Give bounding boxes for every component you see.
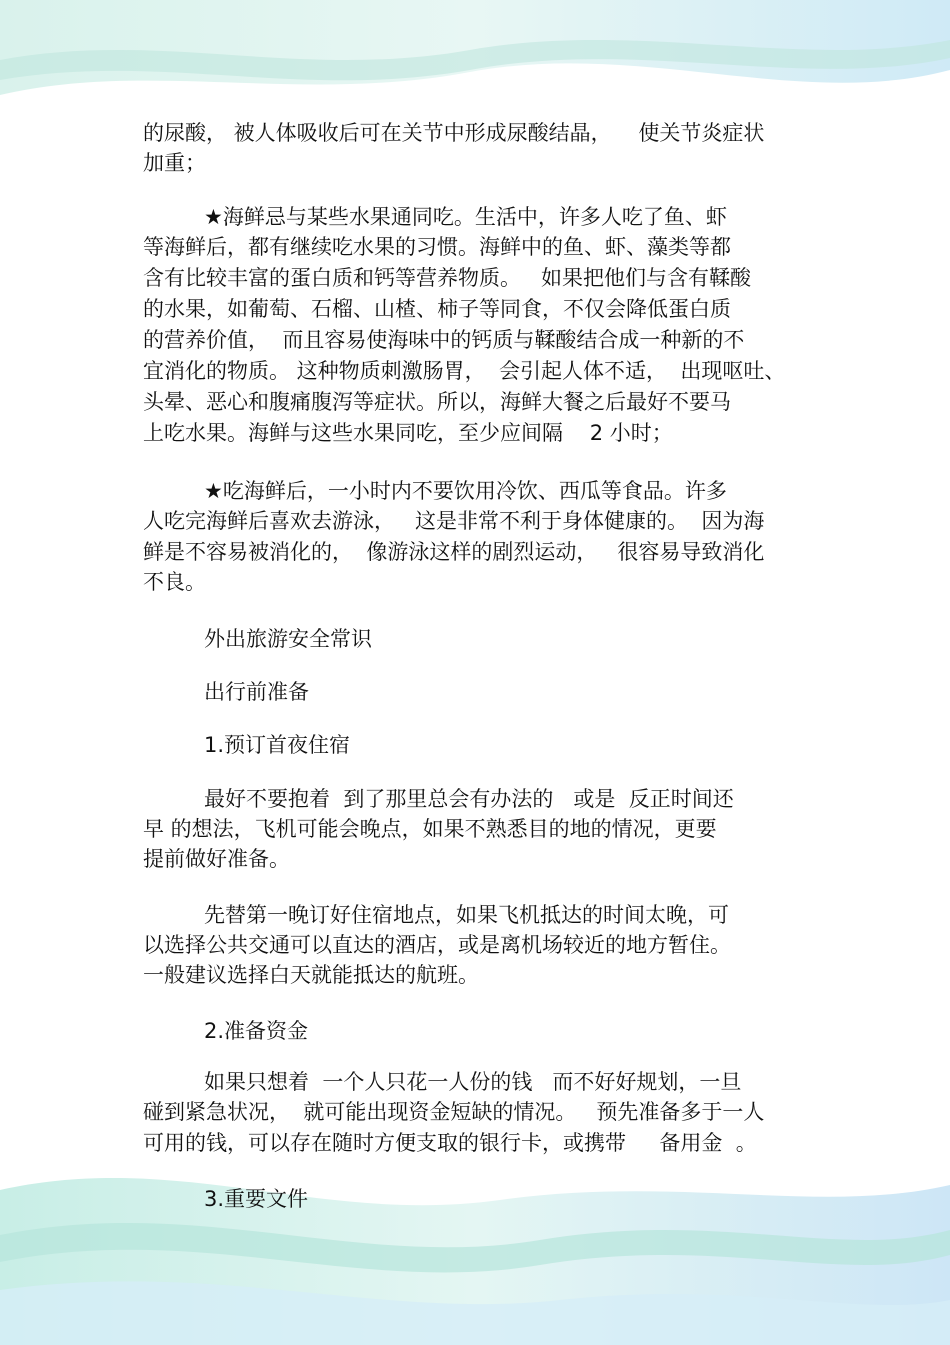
text-line: 的水果，如葡萄、石榴、山楂、柿子等同食，不仅会降低蛋白质 xyxy=(143,297,731,321)
text-line: 不良。 xyxy=(143,570,206,594)
text-line: 最好不要抱着 到了那里总会有办法的 或是 反正时间还 xyxy=(204,787,734,811)
subsection-heading: 2.准备资金 xyxy=(204,1019,309,1043)
subsection-heading: 3.重要文件 xyxy=(204,1187,309,1211)
text-line: 宜消化的物质。 这种物质刺激肠胃， 会引起人体不适， 出现呕吐、 xyxy=(143,359,786,383)
section-heading: 出行前准备 xyxy=(204,680,309,704)
text-line: 上吃水果。海鲜与这些水果同吃，至少应间隔 2 小时； xyxy=(143,421,673,445)
text-line: 头晕、恶心和腹痛腹泻等症状。所以，海鲜大餐之后最好不要马 xyxy=(143,390,731,414)
text-line: 一般建议选择白天就能抵达的航班。 xyxy=(143,963,479,987)
text-line: ★海鲜忌与某些水果通同吃。生活中，许多人吃了鱼、虾 xyxy=(204,205,727,229)
text-line: 碰到紧急状况， 就可能出现资金短缺的情况。 预先准备多于一人 xyxy=(143,1100,765,1124)
text-line: 鲜是不容易被消化的， 像游泳这样的剧烈运动， 很容易导致消化 xyxy=(143,540,765,564)
text-line: 先替第一晚订好住宿地点，如果飞机抵达的时间太晚，可 xyxy=(204,903,729,927)
text-line: 早 的想法，飞机可能会晚点，如果不熟悉目的地的情况，更要 xyxy=(143,817,717,841)
section-heading: 外出旅游安全常识 xyxy=(204,627,372,651)
text-line: 以选择公共交通可以直达的酒店，或是离机场较近的地方暂住。 xyxy=(143,933,731,957)
subsection-heading: 1.预订首夜住宿 xyxy=(204,733,351,757)
text-line: 等海鲜后，都有继续吃水果的习惯。海鲜中的鱼、虾、藻类等都 xyxy=(143,235,731,259)
text-line: 的营养价值， 而且容易使海味中的钙质与鞣酸结合成一种新的不 xyxy=(143,328,745,352)
text-line: 如果只想着 一个人只花一人份的钱 而不好好规划，一旦 xyxy=(204,1070,742,1094)
text-line: 人吃完海鲜后喜欢去游泳， 这是非常不利于身体健康的。 因为海 xyxy=(143,509,765,533)
text-line: 加重； xyxy=(143,151,206,175)
text-line: 的尿酸， 被人体吸收后可在关节中形成尿酸结晶， 使关节炎症状 xyxy=(143,121,765,145)
text-line: 含有比较丰富的蛋白质和钙等营养物质。 如果把他们与含有鞣酸 xyxy=(143,266,752,290)
text-line: 可用的钱，可以存在随时方便支取的银行卡，或携带 备用金 。 xyxy=(143,1131,757,1155)
text-line: 提前做好准备。 xyxy=(143,847,290,871)
text-line: ★吃海鲜后，一小时内不要饮用冷饮、西瓜等食品。许多 xyxy=(204,479,727,503)
